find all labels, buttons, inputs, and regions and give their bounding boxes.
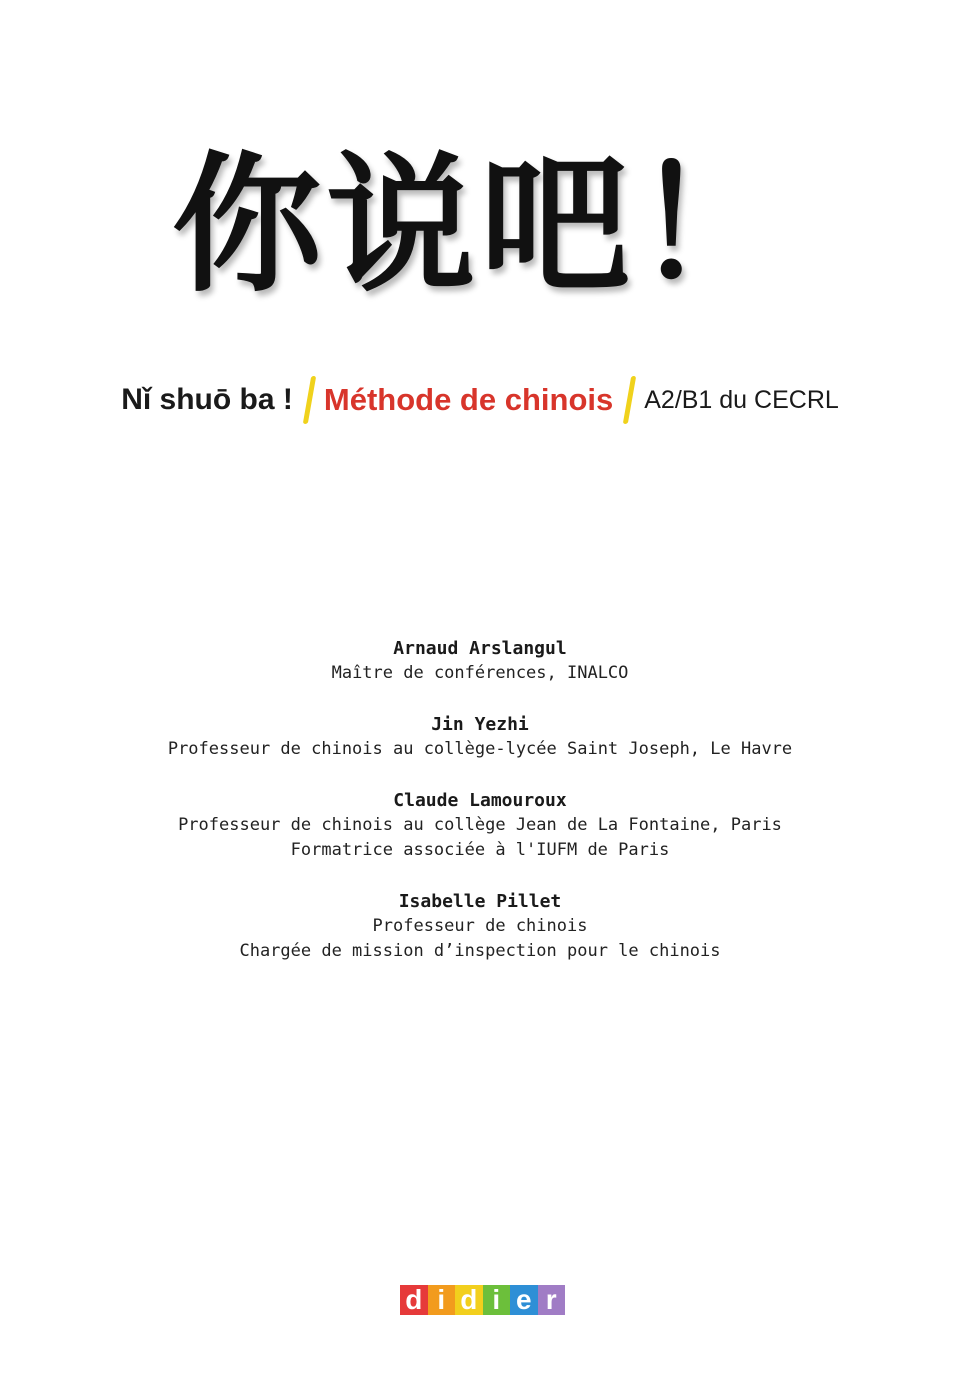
- yellow-slash-divider: [623, 376, 636, 424]
- author-list: [0, 636, 960, 990]
- author-name: Jin Yezhi: [431, 714, 529, 735]
- subtitle-bar: [0, 376, 960, 424]
- publisher-logo: [400, 1285, 565, 1315]
- chinese-title: 你说吧！: [171, 137, 788, 313]
- subtitle-pinyin: Nǐ shuō ba !: [121, 383, 293, 416]
- author-block: [0, 712, 960, 762]
- author-role: Formatrice associée à l'IUFM de Paris: [290, 840, 670, 860]
- publisher-logo-letter: d: [455, 1285, 483, 1315]
- author-block: [0, 788, 960, 863]
- author-block: [0, 889, 960, 964]
- publisher-logo-letter: i: [428, 1285, 456, 1315]
- subtitle-method: Méthode de chinois: [323, 382, 614, 417]
- author-name: Arnaud Arslangul: [393, 638, 567, 659]
- yellow-slash-divider: [303, 376, 316, 424]
- author-name: Claude Lamouroux: [393, 790, 567, 811]
- publisher-logo-letter: r: [538, 1285, 566, 1315]
- author-role: Professeur de chinois au collège-lycée Saint Joseph, Le Havre: [167, 739, 793, 759]
- publisher-logo-letter: i: [483, 1285, 511, 1315]
- author-role: Maître de conférences, INALCO: [331, 663, 629, 683]
- author-block: [0, 636, 960, 686]
- author-role: Professeur de chinois: [372, 916, 588, 936]
- author-role: Chargée de mission d’inspection pour le chinois: [239, 941, 721, 961]
- author-role: Professeur de chinois au collège Jean de La Fontaine, Paris: [178, 815, 782, 835]
- author-name: Isabelle Pillet: [398, 891, 562, 912]
- subtitle-level: A2/B1 du CECRL: [644, 385, 839, 414]
- publisher-logo-letter: d: [400, 1285, 428, 1315]
- publisher-logo-letter: e: [510, 1285, 538, 1315]
